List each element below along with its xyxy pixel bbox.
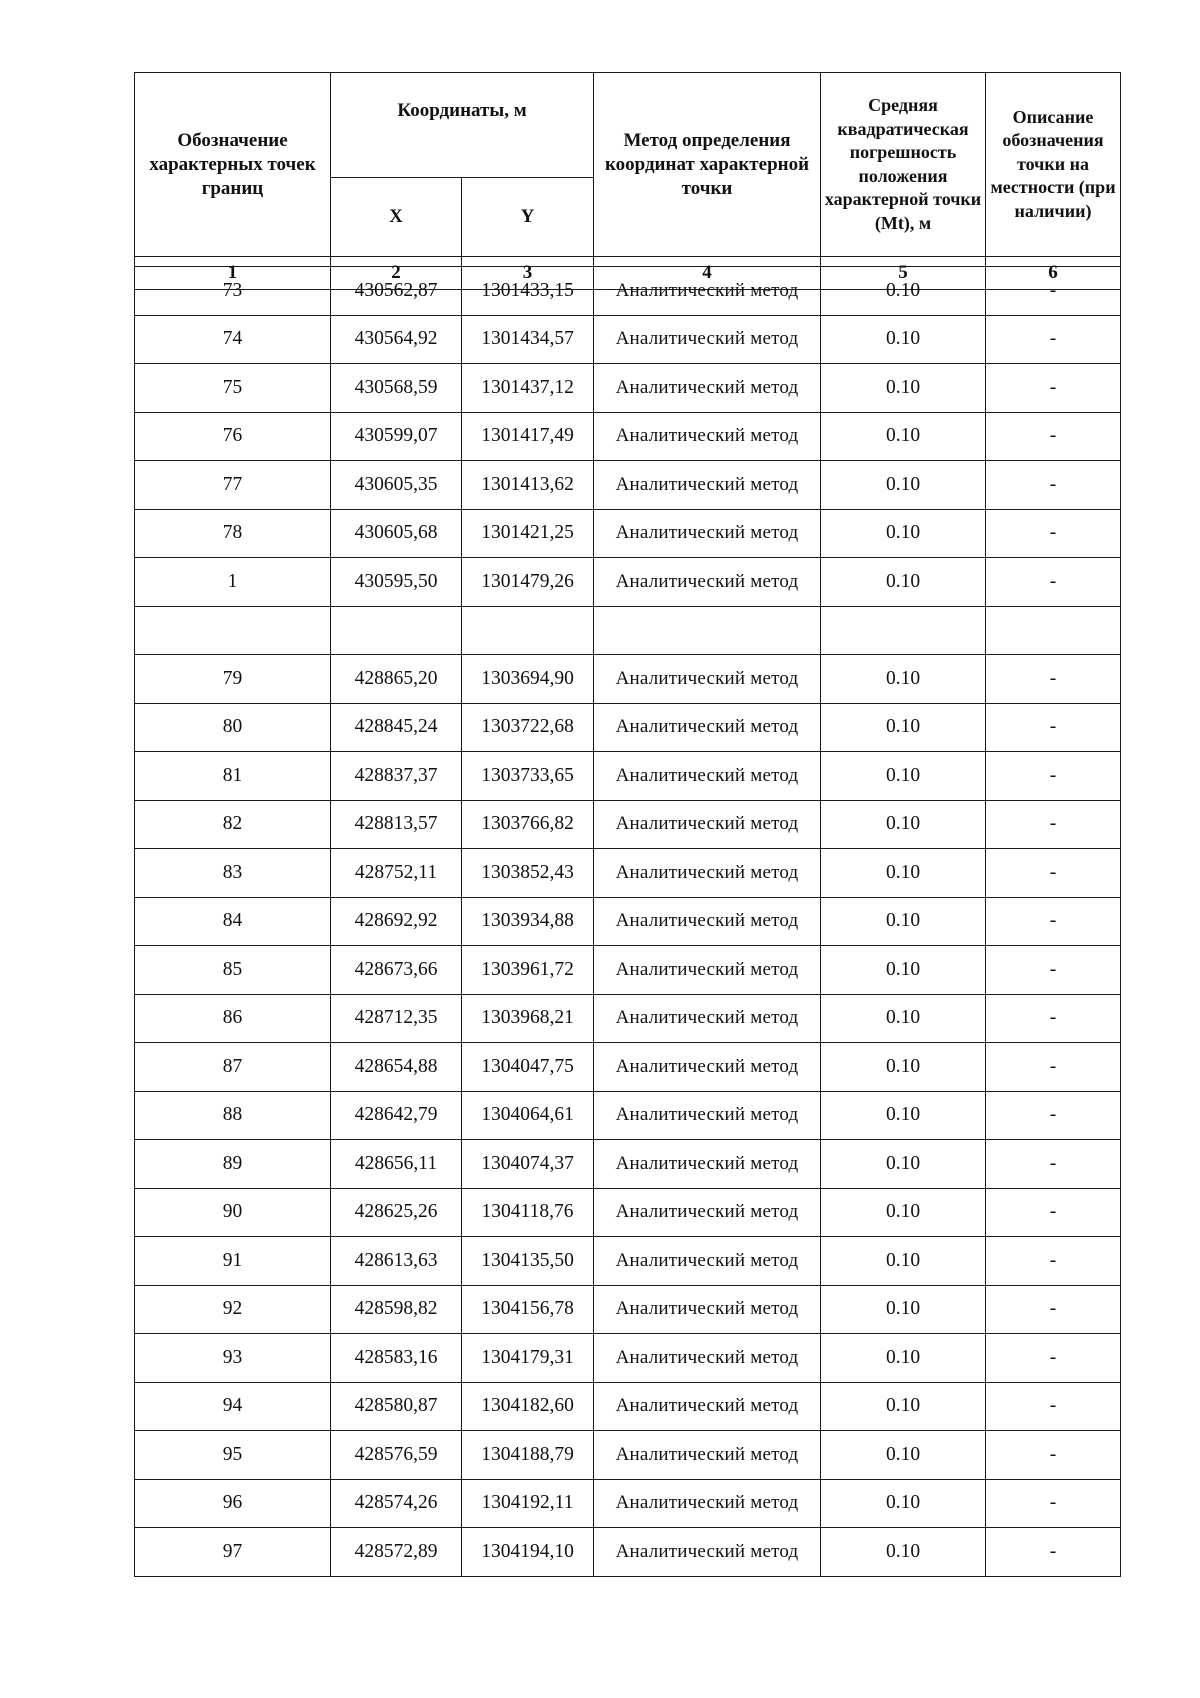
table-row [135, 946, 1121, 995]
cell-y-coordinate: 1301437,12 [462, 364, 594, 413]
table-row [135, 800, 1121, 849]
cell-method: Аналитический метод [594, 1091, 821, 1140]
table-row [135, 1140, 1121, 1189]
coordinates-table-header [134, 72, 1121, 290]
cell-y-coordinate: 1303766,82 [462, 800, 594, 849]
cell-point-number: 97 [135, 1528, 331, 1577]
table-row [135, 364, 1121, 413]
cell-mean-error: 0.10 [821, 1285, 986, 1334]
cell-description: - [986, 1091, 1121, 1140]
cell-point-number: 84 [135, 897, 331, 946]
cell-description: - [986, 1479, 1121, 1528]
cell-point-number: 86 [135, 994, 331, 1043]
table-row [135, 1431, 1121, 1480]
cell-mean-error: 0.10 [821, 558, 986, 607]
cell-mean-error: 0.10 [821, 946, 986, 995]
cell-method: Аналитический метод [594, 1382, 821, 1431]
cell-y-coordinate: 1301434,57 [462, 315, 594, 364]
cell-x-coordinate: 428692,92 [331, 897, 462, 946]
cell-mean-error: 0.10 [821, 267, 986, 316]
cell-point-number: 87 [135, 1043, 331, 1092]
cell-mean-error: 0.10 [821, 1334, 986, 1383]
cell-x-coordinate: 430605,35 [331, 461, 462, 510]
cell-mean-error: 0.10 [821, 1043, 986, 1092]
table-row [135, 849, 1121, 898]
cell-description: - [986, 946, 1121, 995]
cell-method: Аналитический метод [594, 558, 821, 607]
cell-description: - [986, 1285, 1121, 1334]
cell-description: - [986, 1431, 1121, 1480]
cell-description: - [986, 1043, 1121, 1092]
cell-x-coordinate: 428845,24 [331, 703, 462, 752]
cell-y-coordinate: 1304179,31 [462, 1334, 594, 1383]
cell-y-coordinate: 1304182,60 [462, 1382, 594, 1431]
cell-y-coordinate: 1303722,68 [462, 703, 594, 752]
cell-description: - [986, 1140, 1121, 1189]
cell-method: Аналитический метод [594, 849, 821, 898]
cell-method: Аналитический метод [594, 703, 821, 752]
cell-x-coordinate: 428598,82 [331, 1285, 462, 1334]
cell-point-number: 92 [135, 1285, 331, 1334]
cell-point-number: 96 [135, 1479, 331, 1528]
cell-description: - [986, 897, 1121, 946]
cell-x-coordinate: 430562,87 [331, 267, 462, 316]
cell-mean-error: 0.10 [821, 1431, 986, 1480]
cell-description: - [986, 655, 1121, 704]
cell-y-coordinate: 1303852,43 [462, 849, 594, 898]
cell-point-number: 81 [135, 752, 331, 801]
cell-y-coordinate: 1301433,15 [462, 267, 594, 316]
column-number: 3 [462, 257, 594, 290]
cell-point-number: 95 [135, 1431, 331, 1480]
table-row [135, 461, 1121, 510]
cell-description: - [986, 412, 1121, 461]
cell-description: - [986, 1334, 1121, 1383]
table-row [135, 558, 1121, 607]
cell-description: - [986, 461, 1121, 510]
cell-y-coordinate: 1304194,10 [462, 1528, 594, 1577]
cell-x-coordinate: 428574,26 [331, 1479, 462, 1528]
header-method: Метод определения координат характерной точки [594, 73, 821, 257]
table-row [135, 1237, 1121, 1286]
cell-method: Аналитический метод [594, 1140, 821, 1189]
cell-x-coordinate: 430595,50 [331, 558, 462, 607]
cell-mean-error: 0.10 [821, 315, 986, 364]
table-row [135, 703, 1121, 752]
cell-y-coordinate: 1304188,79 [462, 1431, 594, 1480]
cell-point-number: 82 [135, 800, 331, 849]
table-row [135, 509, 1121, 558]
cell-x-coordinate [331, 606, 462, 655]
table-row [135, 1528, 1121, 1577]
cell-x-coordinate: 428572,89 [331, 1528, 462, 1577]
cell-mean-error: 0.10 [821, 752, 986, 801]
cell-description [986, 606, 1121, 655]
cell-method: Аналитический метод [594, 1528, 821, 1577]
cell-point-number: 93 [135, 1334, 331, 1383]
cell-x-coordinate: 430599,07 [331, 412, 462, 461]
cell-mean-error: 0.10 [821, 800, 986, 849]
cell-description: - [986, 509, 1121, 558]
table-row [135, 1188, 1121, 1237]
cell-y-coordinate: 1301479,26 [462, 558, 594, 607]
cell-x-coordinate: 430568,59 [331, 364, 462, 413]
cell-mean-error: 0.10 [821, 1479, 986, 1528]
cell-method: Аналитический метод [594, 461, 821, 510]
cell-description: - [986, 364, 1121, 413]
cell-point-number [135, 606, 331, 655]
cell-x-coordinate: 428642,79 [331, 1091, 462, 1140]
cell-point-number: 83 [135, 849, 331, 898]
cell-y-coordinate [462, 606, 594, 655]
cell-description: - [986, 1188, 1121, 1237]
cell-mean-error: 0.10 [821, 364, 986, 413]
cell-method: Аналитический метод [594, 364, 821, 413]
cell-point-number: 89 [135, 1140, 331, 1189]
cell-point-number: 74 [135, 315, 331, 364]
table-row [135, 1285, 1121, 1334]
cell-x-coordinate: 428580,87 [331, 1382, 462, 1431]
cell-method: Аналитический метод [594, 267, 821, 316]
table-row [135, 1334, 1121, 1383]
coordinates-table-body [134, 266, 1121, 1577]
table-row [135, 412, 1121, 461]
cell-x-coordinate: 430564,92 [331, 315, 462, 364]
table-row [135, 1043, 1121, 1092]
table-row [135, 267, 1121, 316]
cell-mean-error: 0.10 [821, 655, 986, 704]
table-row [135, 606, 1121, 655]
cell-method: Аналитический метод [594, 412, 821, 461]
cell-description: - [986, 267, 1121, 316]
cell-point-number: 91 [135, 1237, 331, 1286]
header-point-designation: Обозначение характерных точек границ [135, 73, 331, 257]
cell-mean-error: 0.10 [821, 1188, 986, 1237]
cell-description: - [986, 849, 1121, 898]
cell-method: Аналитический метод [594, 1043, 821, 1092]
cell-method: Аналитический метод [594, 1285, 821, 1334]
cell-description: - [986, 703, 1121, 752]
table-row [135, 1382, 1121, 1431]
cell-y-coordinate: 1301421,25 [462, 509, 594, 558]
cell-y-coordinate: 1301417,49 [462, 412, 594, 461]
cell-x-coordinate: 428654,88 [331, 1043, 462, 1092]
cell-y-coordinate: 1303968,21 [462, 994, 594, 1043]
cell-y-coordinate: 1303934,88 [462, 897, 594, 946]
cell-x-coordinate: 428673,66 [331, 946, 462, 995]
header-mean-error: Средняя квадратическая погрешность положения характерной точки (Mt), м [821, 73, 986, 257]
cell-x-coordinate: 428613,63 [331, 1237, 462, 1286]
cell-description: - [986, 1528, 1121, 1577]
cell-y-coordinate: 1303694,90 [462, 655, 594, 704]
column-number: 1 [135, 257, 331, 290]
cell-y-coordinate: 1304047,75 [462, 1043, 594, 1092]
cell-method [594, 606, 821, 655]
cell-method: Аналитический метод [594, 1237, 821, 1286]
column-number: 4 [594, 257, 821, 290]
header-x: X [331, 178, 462, 257]
cell-y-coordinate: 1304064,61 [462, 1091, 594, 1140]
cell-method: Аналитический метод [594, 1479, 821, 1528]
cell-point-number: 85 [135, 946, 331, 995]
cell-point-number: 90 [135, 1188, 331, 1237]
column-number: 2 [331, 257, 462, 290]
cell-y-coordinate: 1304192,11 [462, 1479, 594, 1528]
cell-mean-error: 0.10 [821, 703, 986, 752]
cell-point-number: 88 [135, 1091, 331, 1140]
cell-method: Аналитический метод [594, 752, 821, 801]
cell-method: Аналитический метод [594, 315, 821, 364]
table-row [135, 897, 1121, 946]
cell-point-number: 80 [135, 703, 331, 752]
cell-mean-error: 0.10 [821, 509, 986, 558]
cell-mean-error: 0.10 [821, 897, 986, 946]
cell-y-coordinate: 1303961,72 [462, 946, 594, 995]
table-row [135, 655, 1121, 704]
cell-y-coordinate: 1304118,76 [462, 1188, 594, 1237]
cell-description: - [986, 800, 1121, 849]
table-row [135, 1091, 1121, 1140]
cell-x-coordinate: 430605,68 [331, 509, 462, 558]
cell-mean-error: 0.10 [821, 1528, 986, 1577]
cell-description: - [986, 558, 1121, 607]
cell-point-number: 1 [135, 558, 331, 607]
cell-x-coordinate: 428656,11 [331, 1140, 462, 1189]
column-number: 6 [986, 257, 1121, 290]
cell-method: Аналитический метод [594, 1431, 821, 1480]
cell-description: - [986, 1237, 1121, 1286]
cell-mean-error: 0.10 [821, 1237, 986, 1286]
header-description: Описание обозначения точки на местности (при наличии) [986, 73, 1121, 257]
cell-description: - [986, 994, 1121, 1043]
header-coordinates: Координаты, м [331, 73, 594, 178]
cell-mean-error: 0.10 [821, 461, 986, 510]
cell-x-coordinate: 428813,57 [331, 800, 462, 849]
cell-mean-error: 0.10 [821, 1382, 986, 1431]
cell-point-number: 75 [135, 364, 331, 413]
cell-point-number: 77 [135, 461, 331, 510]
cell-method: Аналитический метод [594, 946, 821, 995]
cell-point-number: 94 [135, 1382, 331, 1431]
cell-mean-error [821, 606, 986, 655]
table-row [135, 752, 1121, 801]
cell-x-coordinate: 428865,20 [331, 655, 462, 704]
cell-y-coordinate: 1303733,65 [462, 752, 594, 801]
cell-x-coordinate: 428583,16 [331, 1334, 462, 1383]
cell-y-coordinate: 1304156,78 [462, 1285, 594, 1334]
cell-x-coordinate: 428576,59 [331, 1431, 462, 1480]
cell-point-number: 78 [135, 509, 331, 558]
cell-mean-error: 0.10 [821, 1091, 986, 1140]
cell-description: - [986, 752, 1121, 801]
cell-x-coordinate: 428712,35 [331, 994, 462, 1043]
cell-y-coordinate: 1304135,50 [462, 1237, 594, 1286]
cell-point-number: 73 [135, 267, 331, 316]
cell-description: - [986, 315, 1121, 364]
cell-method: Аналитический метод [594, 994, 821, 1043]
cell-mean-error: 0.10 [821, 849, 986, 898]
cell-method: Аналитический метод [594, 509, 821, 558]
cell-y-coordinate: 1301413,62 [462, 461, 594, 510]
cell-x-coordinate: 428837,37 [331, 752, 462, 801]
cell-method: Аналитический метод [594, 655, 821, 704]
header-y: Y [462, 178, 594, 257]
cell-method: Аналитический метод [594, 800, 821, 849]
cell-method: Аналитический метод [594, 897, 821, 946]
cell-y-coordinate: 1304074,37 [462, 1140, 594, 1189]
cell-mean-error: 0.10 [821, 1140, 986, 1189]
cell-point-number: 79 [135, 655, 331, 704]
cell-mean-error: 0.10 [821, 412, 986, 461]
table-row [135, 1479, 1121, 1528]
cell-x-coordinate: 428625,26 [331, 1188, 462, 1237]
cell-mean-error: 0.10 [821, 994, 986, 1043]
table-row [135, 994, 1121, 1043]
cell-method: Аналитический метод [594, 1334, 821, 1383]
cell-method: Аналитический метод [594, 1188, 821, 1237]
cell-x-coordinate: 428752,11 [331, 849, 462, 898]
column-number: 5 [821, 257, 986, 290]
table-row [135, 315, 1121, 364]
cell-point-number: 76 [135, 412, 331, 461]
cell-description: - [986, 1382, 1121, 1431]
